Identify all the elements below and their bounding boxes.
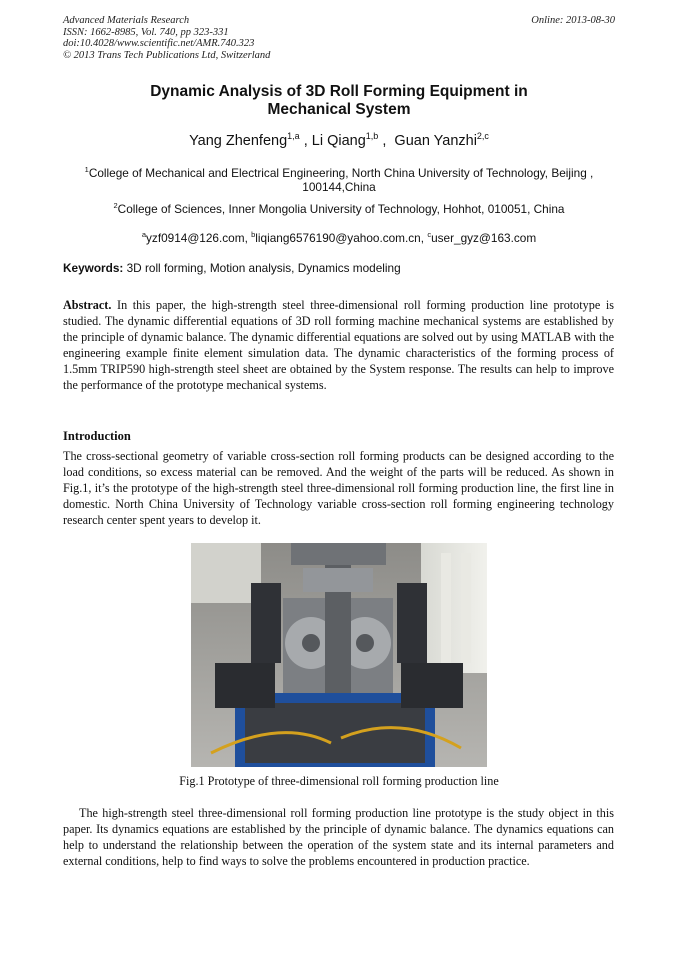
email-list: $^a$yzf0914@126.com, $^b$liqiang6576190@yahoo.com.cn, $^c$user_gyz@163.com [141, 230, 537, 245]
abstract-label: Abstract. [63, 298, 112, 312]
journal-header [63, 15, 270, 61]
author-affil-mark: 1,b [365, 131, 379, 141]
abstract-paragraph [63, 297, 614, 393]
online-date: Online: 2013-08-30 [531, 15, 615, 26]
affiliation-text: College of Mechanical and Electrical Engineering, North China University of Technology, Beijing , 100144,China [88, 165, 594, 195]
issn-line: ISSN: 1662-8985, Vol. 740, pp 323-331 [63, 26, 229, 38]
introduction-paragraph-1: The cross-sectional geometry of variable cross-section roll forming products can be designed according to the load conditions, so excess material can be removed. And the weight of the parts will be reduced. As shown in Fig.1, it’s the prototype of the high-strength steel three-dimensional roll forming production line, the first line in domestic. North China University of Technology variable cross-section roll forming engineering technology research center spent years to develop it. [63, 449, 614, 527]
author-affil-mark: 2,c [476, 131, 489, 141]
title-line-1: Dynamic Analysis of 3D Roll Forming Equipment in [150, 83, 528, 100]
affiliation-mark: 2 [113, 201, 118, 210]
affiliation-text: College of Sciences, Inner Mongolia University of Technology, Hohhot, 010051, China [117, 201, 565, 216]
introduction-paragraph-2: The high-strength steel three-dimensional roll forming production line prototype is the study object in this paper. Its dynamics equations are established by the principle of dynamic balance. The dynamics equations can help to understand the relationship between the operation of the system state and its internal parameters and external conditions, help to find ways to solve the problems encountered in production practice. [63, 806, 614, 868]
copyright-line: © 2013 Trans Tech Publications Ltd, Switzerland [63, 49, 271, 61]
email-address: yzf0914@126.com [146, 230, 245, 245]
email-mark: b [251, 230, 256, 239]
title-line-2: Mechanical System [267, 101, 411, 118]
keywords-text: 3D roll forming, Motion analysis, Dynamics modeling [126, 261, 401, 275]
journal-name: Advanced Materials Research [63, 15, 190, 26]
section-heading-introduction: Introduction [63, 429, 131, 443]
figure-caption: Fig.1 Prototype of three-dimensional roll forming production line [179, 774, 499, 788]
abstract-text: In this paper, the high-strength steel three-dimensional roll forming production line prototype is studied. The dynamic differential equations of 3D roll forming machine mechanical systems are established by the principle of dynamic balance. The dynamic differential equations are solved out by using MATLAB with the engineering example finite element simulation data. The dynamic characteristics of the forming process of 1.5mm TRIP590 high-strength steel sheet are obtained by the System response. The results can help to improve the performance of the prototype mechanical systems. [63, 298, 614, 392]
roll-forming-line-photo [191, 543, 487, 767]
author-name: Li Qiang [311, 132, 366, 149]
author-name: Yang Zhenfeng [189, 132, 288, 149]
email-address: liqiang6576190@yahoo.com.cn [255, 230, 421, 245]
author-list: Yang Zhenfeng$^{1,a}$ , Li Qiang$^{1,b}$ , Guan Yanzhi$^{2,c}$ [189, 131, 489, 149]
email-address: user_gyz@163.com [431, 230, 537, 245]
figure-roll-forming-photo [191, 543, 487, 767]
email-mark: c [427, 230, 432, 239]
affiliation-mark: 1 [84, 165, 89, 174]
affiliation-1 [66, 163, 612, 195]
author-name: Guan Yanzhi [394, 132, 477, 149]
email-mark: a [141, 230, 147, 239]
author-affil-mark: 1,a [287, 131, 300, 141]
paper-title [60, 83, 618, 119]
affiliation-2 [66, 199, 612, 216]
doi-line: doi:10.4028/www.scientific.net/AMR.740.323 [63, 38, 255, 49]
keywords-label: Keywords: [63, 261, 124, 275]
keywords-line [63, 261, 615, 275]
